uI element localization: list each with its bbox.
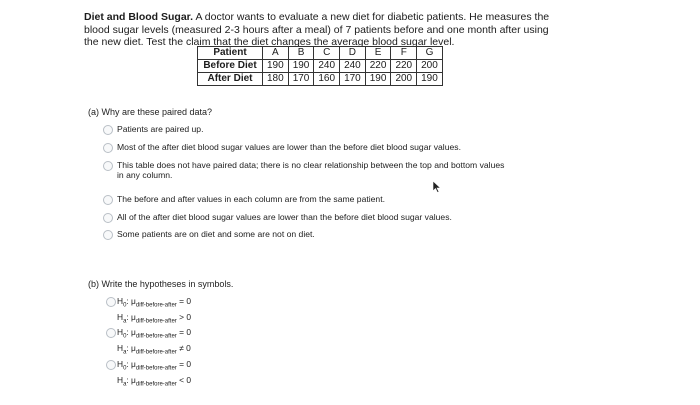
- table-row-before: [198, 60, 443, 73]
- patient-col-header: A: [263, 47, 289, 60]
- radio-button[interactable]: [106, 360, 116, 370]
- radio-button[interactable]: [106, 297, 116, 307]
- option-label-continued: in any column.: [117, 170, 173, 180]
- patient-col-header: E: [365, 47, 391, 60]
- patient-col-header: D: [340, 47, 366, 60]
- problem-title: Diet and Blood Sugar.: [84, 11, 194, 23]
- option-label: This table does not have paired data; there is no clear relationship between the top and bottom values: [117, 160, 505, 170]
- answer-option-a5[interactable]: [103, 212, 452, 223]
- table-cell: 190: [288, 60, 314, 73]
- option-label: The before and after values in each column are from the same patient.: [117, 194, 385, 204]
- option-label: All of the after diet blood sugar values are lower than the before diet blood sugar values.: [117, 212, 452, 222]
- option-label: Most of the after diet blood sugar values are lower than the before diet blood sugar values.: [117, 142, 461, 152]
- table-header-row: [198, 47, 443, 60]
- patient-col-header: G: [417, 47, 443, 60]
- hypothesis-option-b3[interactable]: [117, 359, 191, 390]
- table-cell: 240: [340, 60, 366, 73]
- patient-header: Patient: [198, 47, 263, 60]
- patient-col-header: B: [288, 47, 314, 60]
- option-label: Some patients are on diet and some are not on diet.: [117, 229, 315, 239]
- table-cell: 220: [391, 60, 417, 73]
- alternative-hypothesis: $H_a$: $\mu_{diff-before-after} < 0$: [117, 374, 192, 388]
- patient-col-header: C: [314, 47, 340, 60]
- row-label-before: Before Diet: [198, 60, 263, 73]
- table-cell: 170: [340, 73, 366, 86]
- intro-line-1: A doctor wants to evaluate a new diet for diabetic patients. He measures the blood: [84, 11, 550, 36]
- option-label: Patients are paired up.: [117, 124, 204, 134]
- table-cell: 190: [365, 73, 391, 86]
- table-cell: 240: [314, 60, 340, 73]
- option-label-block: [117, 160, 577, 180]
- table-cell: 190: [263, 60, 289, 73]
- table-cell: 180: [263, 73, 289, 86]
- intro-line-2: sugar levels (measured 2-3 hours after a meal) of 7 patients before and one month after using the new diet.: [84, 23, 549, 48]
- mouse-cursor-icon: [432, 180, 442, 193]
- patient-col-header: F: [391, 47, 417, 60]
- alternative-hypothesis: $H_a$: $\mu_{diff-before-after} \ne 0$: [117, 342, 191, 356]
- answer-option-a1[interactable]: [103, 124, 203, 135]
- radio-button[interactable]: [103, 213, 113, 223]
- radio-button[interactable]: [106, 328, 116, 338]
- radio-button[interactable]: [103, 161, 113, 171]
- hypothesis-option-b2[interactable]: [117, 327, 191, 358]
- blood-sugar-table: [197, 46, 443, 86]
- question-b: (b) Write the hypotheses in symbols.: [88, 279, 234, 289]
- answer-option-a2[interactable]: [103, 142, 461, 153]
- intro-line-3: Test the claim that the diet changes the average blood sugar level.: [146, 36, 455, 48]
- answer-option-a4[interactable]: [103, 194, 385, 205]
- table-cell: 170: [288, 73, 314, 86]
- question-a: (a) Why are these paired data?: [88, 107, 213, 117]
- table-cell: 160: [314, 73, 340, 86]
- answer-option-a6[interactable]: [103, 229, 315, 240]
- table-cell: 200: [417, 60, 443, 73]
- null-hypothesis: $H_0$: $\mu_{diff-before-after} = 0$: [117, 359, 192, 372]
- radio-button[interactable]: [103, 143, 113, 153]
- radio-button[interactable]: [103, 195, 113, 205]
- radio-button[interactable]: [103, 125, 113, 135]
- row-label-after: After Diet: [198, 73, 263, 86]
- problem-intro: [84, 11, 564, 49]
- table-cell: 200: [391, 73, 417, 86]
- alternative-hypothesis: $H_a$: $\mu_{diff-before-after} > 0$: [117, 311, 192, 325]
- radio-button[interactable]: [103, 230, 113, 240]
- null-hypothesis: $H_0$: $\mu_{diff-before-after} = 0$: [117, 296, 192, 309]
- hypothesis-option-b1[interactable]: [117, 296, 191, 327]
- table-cell: 190: [417, 73, 443, 86]
- table-cell: 220: [365, 60, 391, 73]
- null-hypothesis: $H_0$: $\mu_{diff-before-after} = 0$: [117, 327, 192, 340]
- answer-option-a3[interactable]: [103, 160, 577, 180]
- table-row-after: [198, 73, 443, 86]
